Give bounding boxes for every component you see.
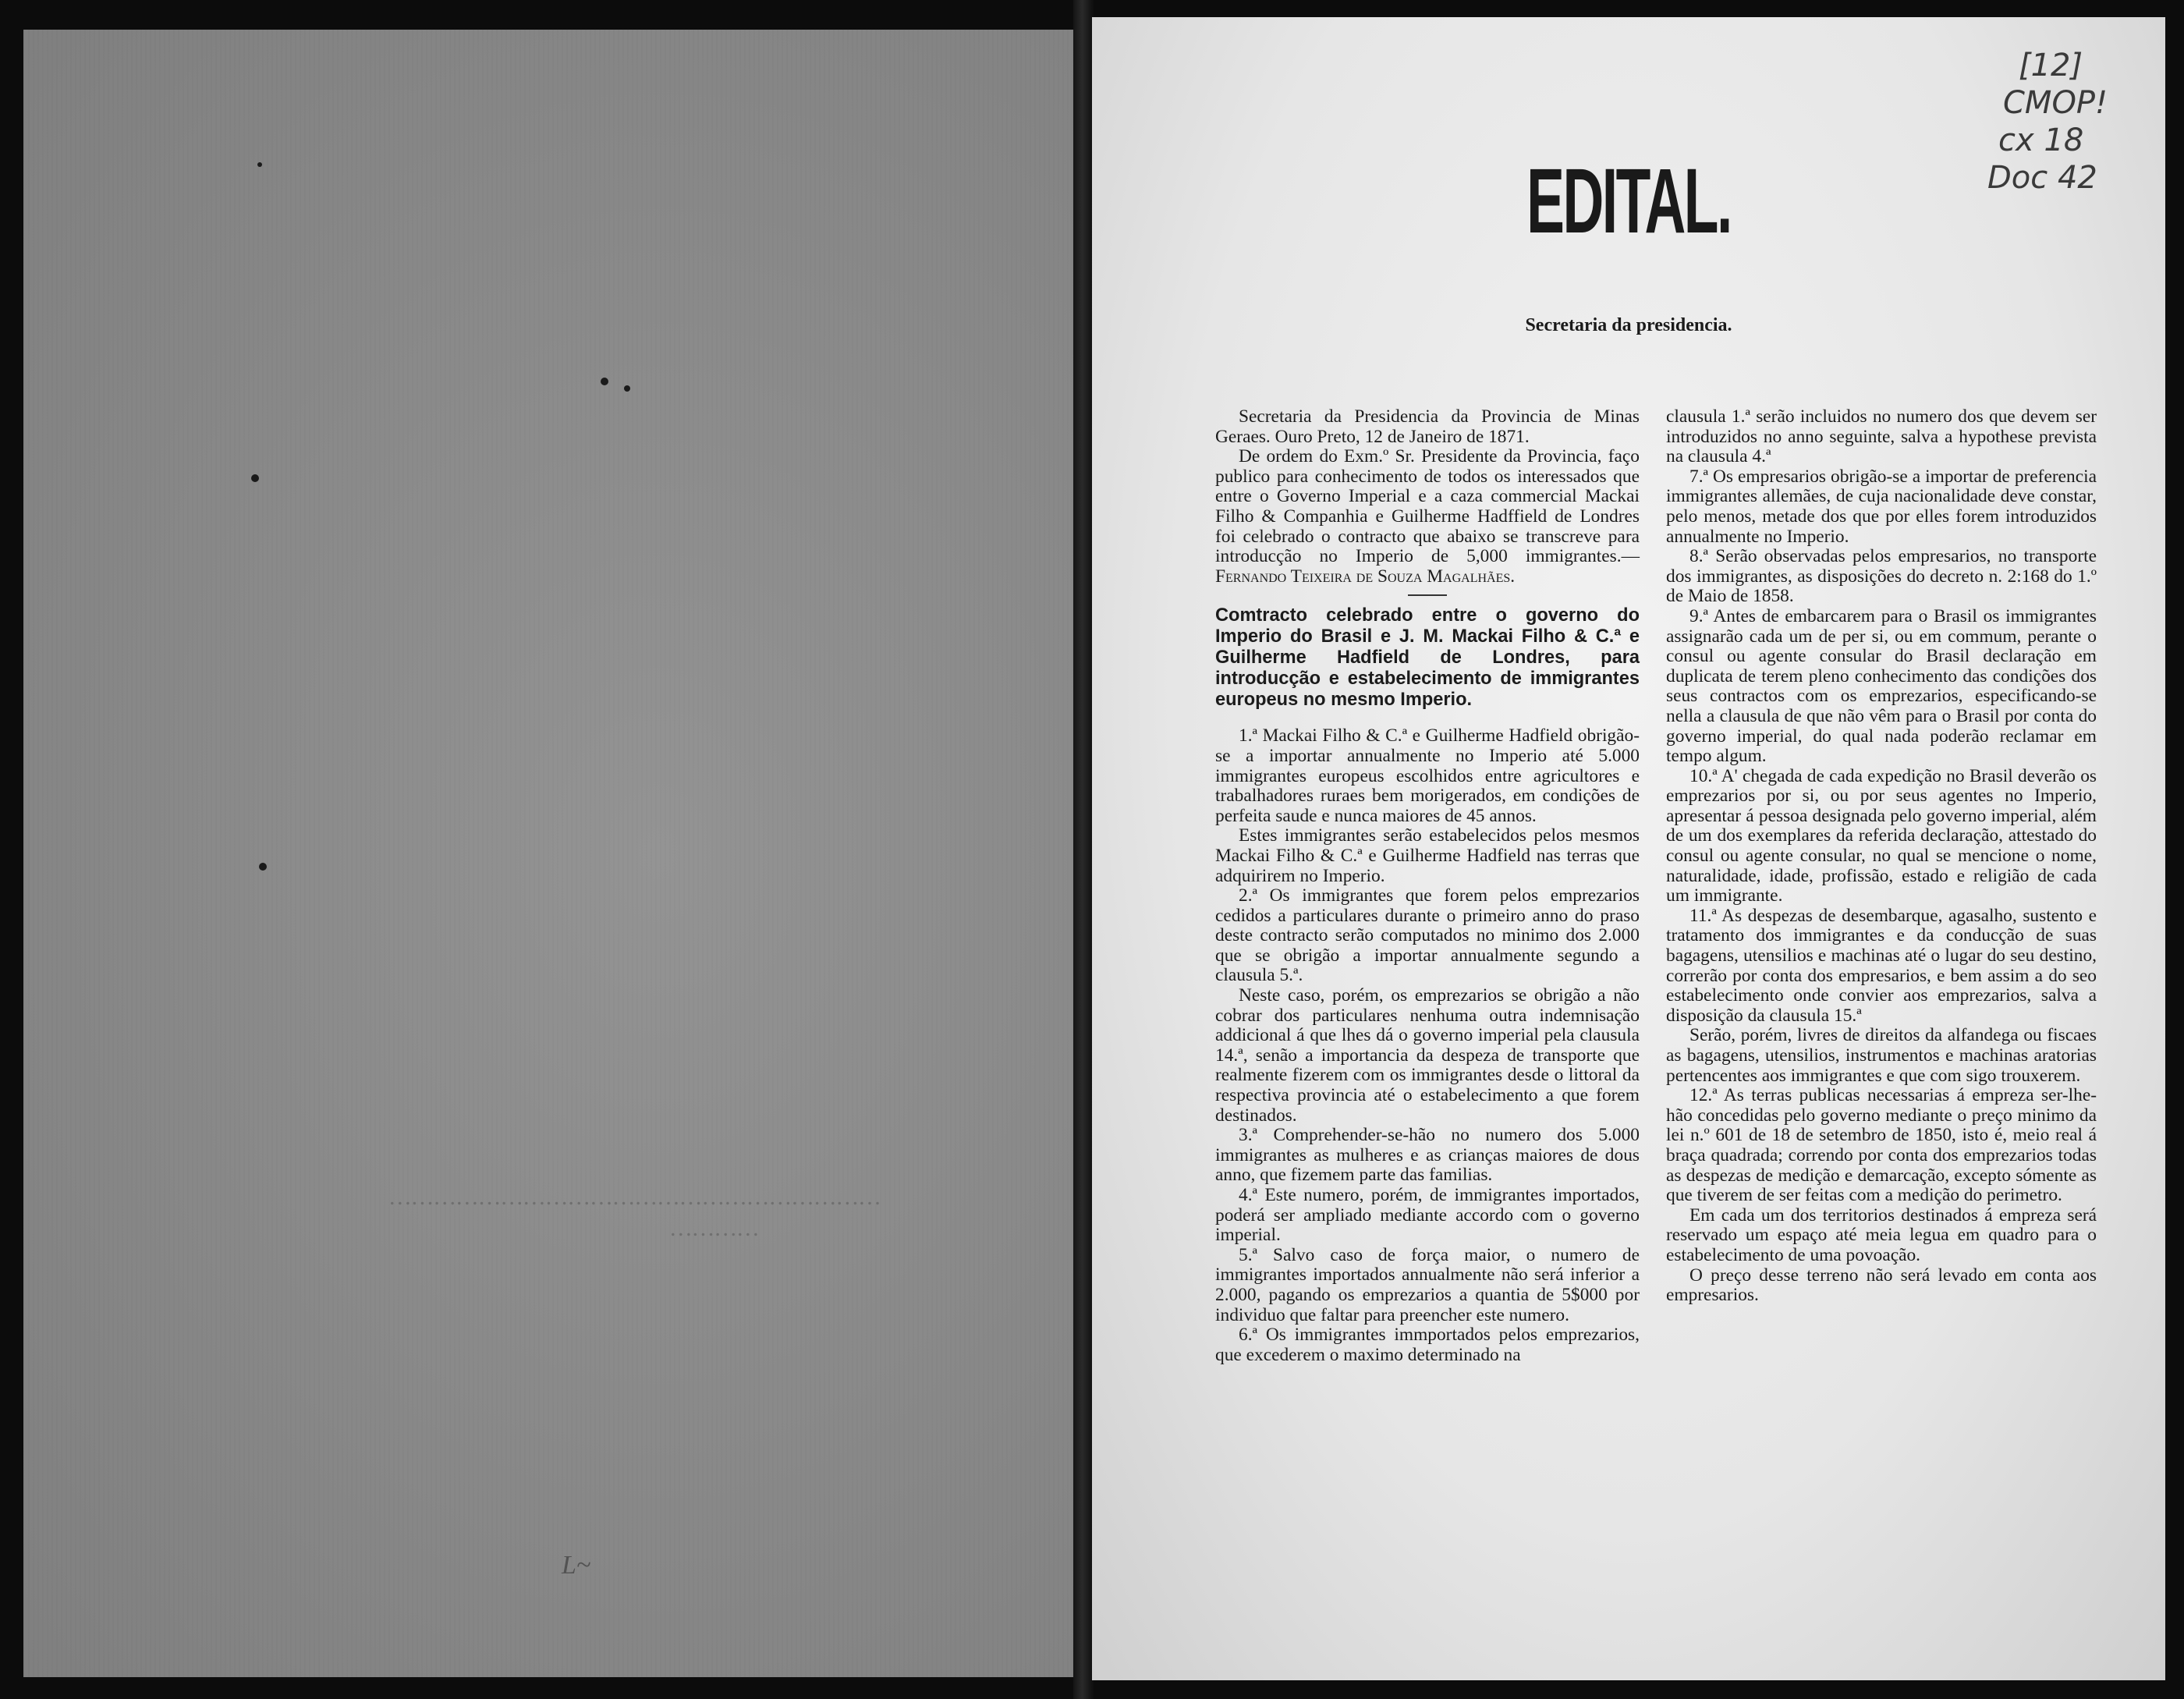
text-column-left bbox=[1215, 407, 1640, 1365]
archive-handwritten-note bbox=[1987, 47, 2143, 197]
clause-paragraph: 9.ª Antes de embarcarem para o Brasil os immigrantes assignarão cada um de per si, ou em commum, perante o consul ou agente consular do Brasil declaração em duplicata de terem pleno conhecimento das condições dos seus contractos com os emprezarios, especificando-se nella a clausula de que não vêm para o Brasil por conta do governo imperial, do qual nada poderão reclamar em tempo algum. bbox=[1666, 605, 2097, 767]
left-page bbox=[23, 30, 1083, 1677]
clause-paragraph: 5.ª Salvo caso de força maior, o numero de immigrantes importados annualmente não será inferior a 2.000, pagando os emprezarios a quantia de 5$000 por individuo que faltar para preencher este numero. bbox=[1215, 1244, 1640, 1325]
faded-bleedthrough-text bbox=[390, 1184, 983, 1242]
archive-note-line: cx 18 bbox=[1998, 122, 2084, 158]
clause-paragraph: clausula 1.ª serão incluidos no numero dos que devem ser introduzidos no anno seguinte, salva a hypothese prevista na clausula 4.ª bbox=[1666, 406, 2097, 467]
header-paragraph bbox=[1215, 447, 1640, 587]
clause-paragraph: 6.ª Os immigrantes immportados pelos emprezarios, que excederem o maximo determinado na bbox=[1215, 1325, 1640, 1365]
clause-paragraph: 12.ª As terras publicas necessarias á empreza ser-lhe-hão concedidas pelo governo mediante o preço minimo da lei n.º 601 de 18 de setembro de 1850, isto é, meio real á braça quadrada; correndo por conta dos emprezarios todas as despezas de medição e demarcação, excepto sómente as que tiverem de ser feitas com a medição do perimetro. bbox=[1666, 1085, 2097, 1206]
clause-paragraph: 10.ª A' chegada de cada expedição no Brasil deverão os emprezarios por si, ou por seus agentes no Imperio, apresentar á pessoa designada pelo governo imperial, além de um dos exemplares da referida declaração, attestado do consul ou agente consular, no qual se mencione o nome, naturalidade, idade, profissão, estado e religião de cada um immigrante. bbox=[1666, 765, 2097, 906]
archive-note-line: CMOP! bbox=[2003, 85, 2108, 121]
faded-signature-mark: L~ bbox=[562, 1551, 591, 1580]
clause-paragraph: 2.ª Os immigrantes que forem pelos emprezarios cedidos a particulares durante o primeiro anno do praso deste contracto serão computados no minimo dos 2.000 que se obrigão a importar annualmente segundo a clausula 5.ª. bbox=[1215, 885, 1640, 986]
faded-line-2: ………… bbox=[671, 1215, 760, 1241]
clause-paragraph: Serão, porém, livres de direitos da alfandega ou fiscaes as bagagens, utensilios, instrumentos e machinas aratorias pertencentes aos immigrantes e que com sigo trouxerem. bbox=[1666, 1025, 2097, 1086]
text-column-right bbox=[1666, 407, 2097, 1306]
document-subtitle: Secretaria da presidencia. bbox=[1525, 315, 1732, 335]
clause-paragraph: 1.ª Mackai Filho & C.ª e Guilherme Hadfield obrigão-se a importar annualmente no Imperio até 5.000 immigrantes europeus escolhidos entre agricultores e trabalhadores ruraes bem morigerados, em condições de perfeita saude e nunca maiores de 45 annos. bbox=[1215, 725, 1640, 826]
ink-spot bbox=[259, 863, 267, 871]
signature: Fernando Teixeira de Souza Magalhães. bbox=[1215, 566, 1516, 587]
ink-spot bbox=[624, 385, 630, 392]
document-title: EDITAL. bbox=[1526, 150, 1731, 253]
archive-note-line: [12] bbox=[2019, 48, 2083, 83]
ink-spot bbox=[257, 162, 262, 167]
clause-paragraph: 8.ª Serão observadas pelos empresarios, no transporte dos immigrantes, as disposições do decreto n. 2:168 do 1.º de Maio de 1858. bbox=[1666, 546, 2097, 607]
header-paragraph: Secretaria da Presidencia da Provincia de Minas Geraes. Ouro Preto, 12 de Janeiro de 1871. bbox=[1215, 406, 1640, 447]
clause-paragraph: O preço desse terreno não será levado em conta aos empresarios. bbox=[1666, 1264, 2097, 1306]
ink-spot bbox=[601, 378, 608, 385]
clause-paragraph: 3.ª Comprehender-se-hão no numero dos 5.000 immigrantes as mulheres e as crianças maiores de dous anno, que fizemem parte das familias. bbox=[1215, 1125, 1640, 1186]
header-paragraph-text: De ordem do Exm.º Sr. Presidente da Provincia, faço publico para conhecimento de todos os interessados que entre o Governo Imperial e a caza commercial Mackai Filho & Companhia e Guilherme Hadffield de Londres foi celebrado o contracto que abaixo se transcreve para introducção no Imperio de 5,000 immigrantes.— bbox=[1215, 446, 1640, 567]
clause-paragraph: 4.ª Este numero, porém, de immigrantes importados, poderá ser ampliado mediante accordo com o governo imperial. bbox=[1215, 1185, 1640, 1246]
contract-heading: Comtracto celebrado entre o governo do Imperio do Brasil e J. M. Mackai Filho & C.ª e Guilherme Hadfield de Londres, para introducção e estabelecimento de immigrantes europeus no mesmo Imperio. bbox=[1215, 605, 1640, 711]
clause-paragraph: Em cada um dos territorios destinados á empreza será reservado um espaço até meia legua em quadro para o estabelecimento de uma povoação. bbox=[1666, 1204, 2097, 1265]
archive-note-line: Doc 42 bbox=[1987, 160, 2097, 196]
clause-paragraph: 11.ª As despezas de desembarque, agasalho, sustento e tratamento dos immigrantes e da conducção de suas bagagens, utensilios e machinas até o lugar do seu destino, correrão por conta dos empresarios, e bem assim a do seo estabelecimento onde convier aos emprezarios, salva a disposição da clausula 15.ª bbox=[1666, 905, 2097, 1026]
clause-paragraph: Neste caso, porém, os emprezarios se obrigão a não cobrar dos particulares nenhuma outra indemnisação addicional á que lhes dá o governo imperial pela clausula 14.ª, senão a importancia da despeza de transporte que realmente fizerem com os immigrantes desde o littoral da respectiva provincia até o estabelecimento a que forem destinados. bbox=[1215, 985, 1640, 1126]
divider bbox=[1408, 594, 1447, 596]
faded-line-1: ………………………………………………………… bbox=[390, 1184, 882, 1210]
ink-spot bbox=[251, 474, 259, 482]
clause-paragraph: 7.ª Os empresarios obrigão-se a importar de preferencia immigrantes allemães, de cuja nacionalidade deve constar, pelo menos, metade dos que por elles forem introduzidos annualmente no Imperio. bbox=[1666, 466, 2097, 547]
clause-paragraph: Estes immigrantes serão estabelecidos pelos mesmos Mackai Filho & C.ª e Guilherme Hadfield nas terras que adquirirem no Imperio. bbox=[1215, 825, 1640, 886]
